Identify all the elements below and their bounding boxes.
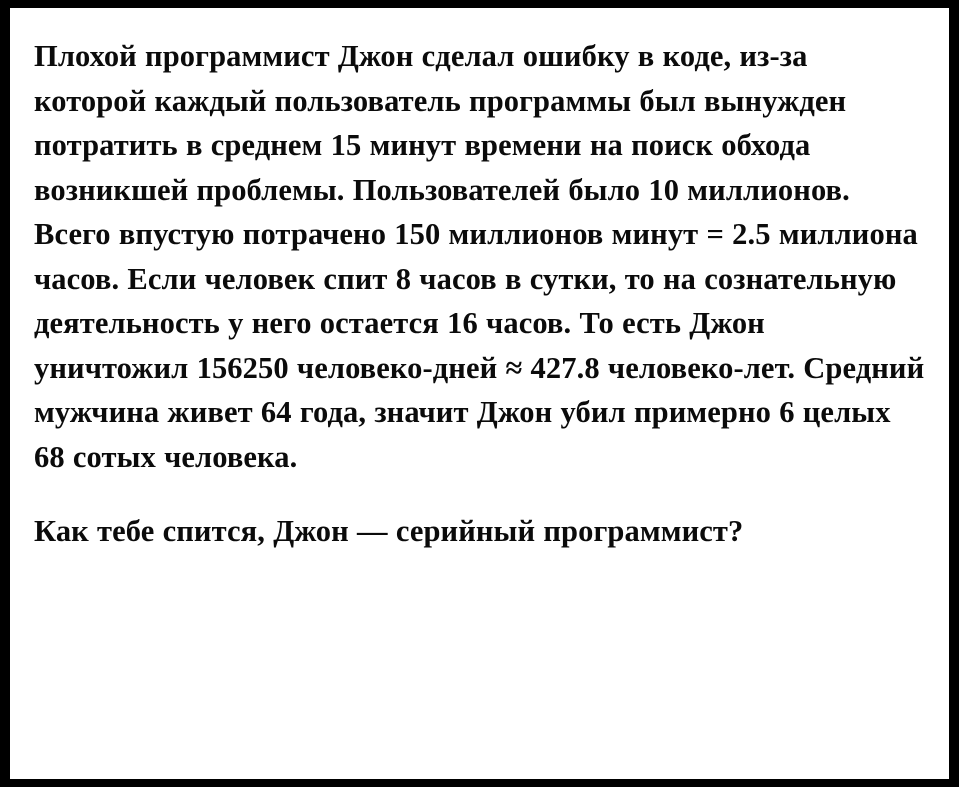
text-card bbox=[10, 8, 949, 779]
main-paragraph: Плохой программист Джон сделал ошибку в коде, из-за которой каждый пользователь программы был вынужден потратить в среднем 15 минут времени на поиск обхода возникшей проблемы. Пользователей было 10 миллионов. Всего впустую потрачено 150 миллионов минут = 2.5 миллиона часов. Если человек спит 8 часов в сутки, то на сознательную деятельность у него остается 16 часов. То есть Джон уничтожил 156250 человеко-дней ≈ 427.8 человеко-лет. Средний мужчина живет 64 года, значит Джон убил примерно 6 целых 68 сотых человека. bbox=[34, 39, 925, 474]
closing-paragraph: Как тебе спится, Джон — серийный программист? bbox=[34, 514, 744, 548]
